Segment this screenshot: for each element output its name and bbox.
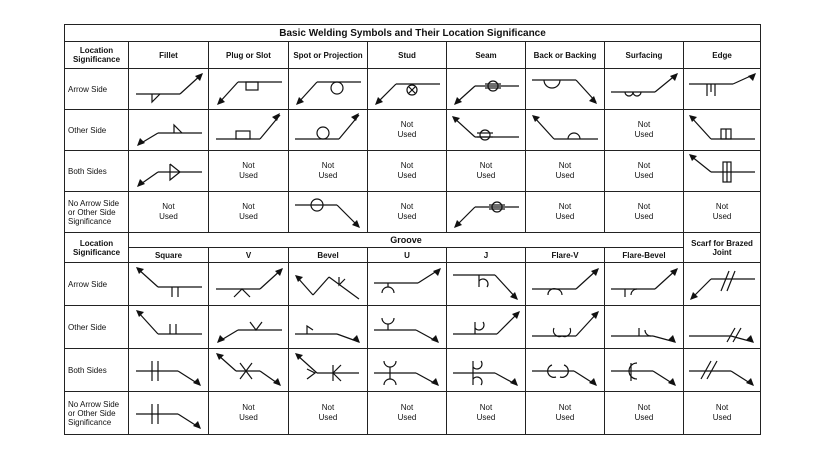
plug-arrow-symbol-icon xyxy=(214,70,284,108)
row-label: Arrow Side xyxy=(65,263,129,306)
not-used-cell xyxy=(209,151,289,192)
symbol-cell xyxy=(526,263,605,306)
not-used-text: Used xyxy=(555,171,575,180)
square-na-symbol-icon xyxy=(134,394,204,432)
symbol-cell xyxy=(684,110,761,151)
not-used-text: Not xyxy=(321,161,335,170)
flarebevel-other-symbol-icon xyxy=(609,308,679,346)
column-header: Surfacing xyxy=(605,42,684,69)
not-used-text: Not xyxy=(400,120,414,129)
groove-column-header: Square xyxy=(129,248,209,263)
symbol-cell xyxy=(209,110,289,151)
symbol-cell xyxy=(684,349,761,392)
groove-column-header: Flare-Bevel xyxy=(605,248,684,263)
not-used-text: Used xyxy=(476,171,496,180)
not-used-text: Not xyxy=(162,202,175,211)
not-used-cell xyxy=(605,110,684,151)
not-used-cell xyxy=(526,192,605,233)
not-used-text: Used xyxy=(397,130,417,139)
not-used-text: Used xyxy=(239,212,258,221)
symbol-cell xyxy=(526,306,605,349)
not-used-cell xyxy=(368,192,447,233)
symbol-cell xyxy=(447,263,526,306)
row-label: Both Sides xyxy=(65,151,129,192)
edge-both-symbol-icon xyxy=(687,152,757,190)
not-used-text: Used xyxy=(318,413,338,422)
scarf-other-symbol-icon xyxy=(687,308,757,346)
not-used-text: Not xyxy=(715,202,729,211)
symbol-cell xyxy=(684,151,761,192)
not-used-text: Used xyxy=(397,413,417,422)
not-used-cell xyxy=(368,151,447,192)
j-arrow-symbol-icon xyxy=(451,265,521,303)
not-used-text: Used xyxy=(555,413,575,422)
column-header: Edge xyxy=(684,42,761,69)
symbol-cell xyxy=(605,306,684,349)
not-used-text: Not xyxy=(637,403,651,412)
not-used-text: Used xyxy=(397,171,417,180)
surfacing-arrow-symbol-icon xyxy=(609,70,679,108)
not-used-text: Not xyxy=(242,161,255,170)
symbol-cell xyxy=(684,69,761,110)
not-used-text: Used xyxy=(634,413,654,422)
not-used-cell xyxy=(526,392,605,435)
symbol-cell xyxy=(447,192,526,233)
symbol-cell xyxy=(209,69,289,110)
not-used-text: Not xyxy=(479,161,493,170)
symbol-cell xyxy=(447,306,526,349)
not-used-text: Used xyxy=(634,130,654,139)
column-header: Back or Backing xyxy=(526,42,605,69)
not-used-cell xyxy=(605,151,684,192)
edge-other-symbol-icon xyxy=(687,111,757,149)
not-used-text: Used xyxy=(476,413,496,422)
v-other-symbol-icon xyxy=(214,308,284,346)
symbol-cell xyxy=(129,151,209,192)
location-significance-header: Location Significance xyxy=(65,42,129,69)
symbol-cell xyxy=(526,110,605,151)
symbol-cell xyxy=(129,263,209,306)
spot-arrow-symbol-icon xyxy=(293,70,363,108)
not-used-text: Not xyxy=(400,403,414,412)
not-used-text: Used xyxy=(634,212,654,221)
bevel-both-symbol-icon xyxy=(293,351,363,389)
symbol-cell xyxy=(289,69,368,110)
not-used-cell xyxy=(605,392,684,435)
not-used-text: Not xyxy=(321,403,335,412)
fillet-both-symbol-icon xyxy=(134,152,204,190)
flarev-both-symbol-icon xyxy=(530,351,600,389)
symbol-cell xyxy=(605,69,684,110)
symbol-cell xyxy=(447,69,526,110)
symbol-cell xyxy=(129,306,209,349)
groove-column-header: J xyxy=(447,248,526,263)
seam-other-symbol-icon xyxy=(451,111,521,149)
row-label: No Arrow Side or Other Side Significance xyxy=(65,392,129,435)
symbol-cell xyxy=(209,263,289,306)
square-both-symbol-icon xyxy=(134,351,204,389)
symbol-cell xyxy=(526,349,605,392)
spot-other-symbol-icon xyxy=(293,111,363,149)
not-used-cell xyxy=(289,151,368,192)
groove-header: Groove xyxy=(129,233,684,248)
not-used-text: Not xyxy=(558,202,572,211)
not-used-text: Not xyxy=(400,161,414,170)
symbol-cell xyxy=(368,349,447,392)
symbol-cell xyxy=(129,392,209,435)
seam-na-symbol-icon xyxy=(451,193,521,231)
chart-title: Basic Welding Symbols and Their Location Significance xyxy=(65,25,761,42)
not-used-cell xyxy=(447,151,526,192)
symbol-cell xyxy=(368,69,447,110)
symbol-cell xyxy=(368,306,447,349)
flarev-other-symbol-icon xyxy=(530,308,600,346)
row-label: Arrow Side xyxy=(65,69,129,110)
flarev-arrow-symbol-icon xyxy=(530,265,600,303)
symbol-cell xyxy=(289,192,368,233)
groove-column-header: V xyxy=(209,248,289,263)
symbol-cell xyxy=(209,349,289,392)
scarf-header: Scarf for Brazed Joint xyxy=(684,233,761,263)
row-label: Other Side xyxy=(65,110,129,151)
not-used-text: Not xyxy=(242,202,255,211)
not-used-cell xyxy=(526,151,605,192)
row-label: No Arrow Side or Other Side Significance xyxy=(65,192,129,233)
symbol-cell xyxy=(605,263,684,306)
not-used-text: Not xyxy=(715,403,729,412)
symbol-cell xyxy=(289,110,368,151)
j-both-symbol-icon xyxy=(451,351,521,389)
symbol-cell xyxy=(605,349,684,392)
not-used-text: Not xyxy=(242,403,255,412)
symbol-cell xyxy=(684,306,761,349)
symbol-cell xyxy=(447,110,526,151)
seam-arrow-symbol-icon xyxy=(451,70,521,108)
not-used-cell xyxy=(209,392,289,435)
symbol-cell xyxy=(289,306,368,349)
not-used-cell xyxy=(605,192,684,233)
backing-arrow-symbol-icon xyxy=(530,70,600,108)
not-used-cell xyxy=(368,110,447,151)
not-used-cell xyxy=(684,392,761,435)
not-used-text: Not xyxy=(558,161,572,170)
square-other-symbol-icon xyxy=(134,308,204,346)
u-both-symbol-icon xyxy=(372,351,442,389)
not-used-cell xyxy=(289,392,368,435)
not-used-cell xyxy=(209,192,289,233)
backing-other-symbol-icon xyxy=(530,111,600,149)
not-used-text: Not xyxy=(479,403,493,412)
bevel-other-symbol-icon xyxy=(293,308,363,346)
u-arrow-symbol-icon xyxy=(372,265,442,303)
fillet-arrow-symbol-icon xyxy=(134,70,204,108)
not-used-text: Used xyxy=(239,171,258,180)
scarf-arrow-symbol-icon xyxy=(687,265,757,303)
not-used-text: Used xyxy=(712,413,732,422)
symbol-cell xyxy=(526,69,605,110)
welding-symbols-chart xyxy=(64,24,760,444)
spot-na-symbol-icon xyxy=(293,193,363,231)
symbol-cell xyxy=(368,263,447,306)
column-header: Seam xyxy=(447,42,526,69)
not-used-text: Used xyxy=(555,212,575,221)
not-used-cell xyxy=(447,392,526,435)
not-used-text: Not xyxy=(637,120,651,129)
fillet-other-symbol-icon xyxy=(134,111,204,149)
symbol-cell xyxy=(209,306,289,349)
not-used-text: Not xyxy=(558,403,572,412)
symbol-cell xyxy=(289,349,368,392)
not-used-text: Not xyxy=(637,202,651,211)
v-both-symbol-icon xyxy=(214,351,284,389)
symbol-cell xyxy=(289,263,368,306)
not-used-text: Used xyxy=(239,413,258,422)
not-used-text: Not xyxy=(400,202,414,211)
edge-arrow-symbol-icon xyxy=(687,70,757,108)
j-other-symbol-icon xyxy=(451,308,521,346)
row-label: Both Sides xyxy=(65,349,129,392)
stud-arrow-symbol-icon xyxy=(372,70,442,108)
groove-column-header: Flare-V xyxy=(526,248,605,263)
welding-symbols-table xyxy=(64,24,761,435)
not-used-cell xyxy=(129,192,209,233)
scarf-both-symbol-icon xyxy=(687,351,757,389)
location-significance-header: Location Significance xyxy=(65,233,129,263)
not-used-cell xyxy=(368,392,447,435)
column-header: Spot or Projection xyxy=(289,42,368,69)
column-header: Stud xyxy=(368,42,447,69)
column-header: Fillet xyxy=(129,42,209,69)
not-used-text: Used xyxy=(634,171,654,180)
not-used-cell xyxy=(684,192,761,233)
symbol-cell xyxy=(684,263,761,306)
not-used-text: Used xyxy=(159,212,178,221)
not-used-text: Used xyxy=(397,212,417,221)
column-header: Plug or Slot xyxy=(209,42,289,69)
symbol-cell xyxy=(447,349,526,392)
v-arrow-symbol-icon xyxy=(214,265,284,303)
square-arrow-symbol-icon xyxy=(134,265,204,303)
symbol-cell xyxy=(129,349,209,392)
not-used-text: Not xyxy=(637,161,651,170)
symbol-cell xyxy=(129,110,209,151)
u-other-symbol-icon xyxy=(372,308,442,346)
flarebevel-both-symbol-icon xyxy=(609,351,679,389)
row-label: Other Side xyxy=(65,306,129,349)
not-used-text: Used xyxy=(318,171,338,180)
bevel-arrow-symbol-icon xyxy=(293,265,363,303)
groove-column-header: Bevel xyxy=(289,248,368,263)
not-used-text: Used xyxy=(712,212,732,221)
flarebevel-arrow-symbol-icon xyxy=(609,265,679,303)
groove-column-header: U xyxy=(368,248,447,263)
plug-other-symbol-icon xyxy=(214,111,284,149)
symbol-cell xyxy=(129,69,209,110)
